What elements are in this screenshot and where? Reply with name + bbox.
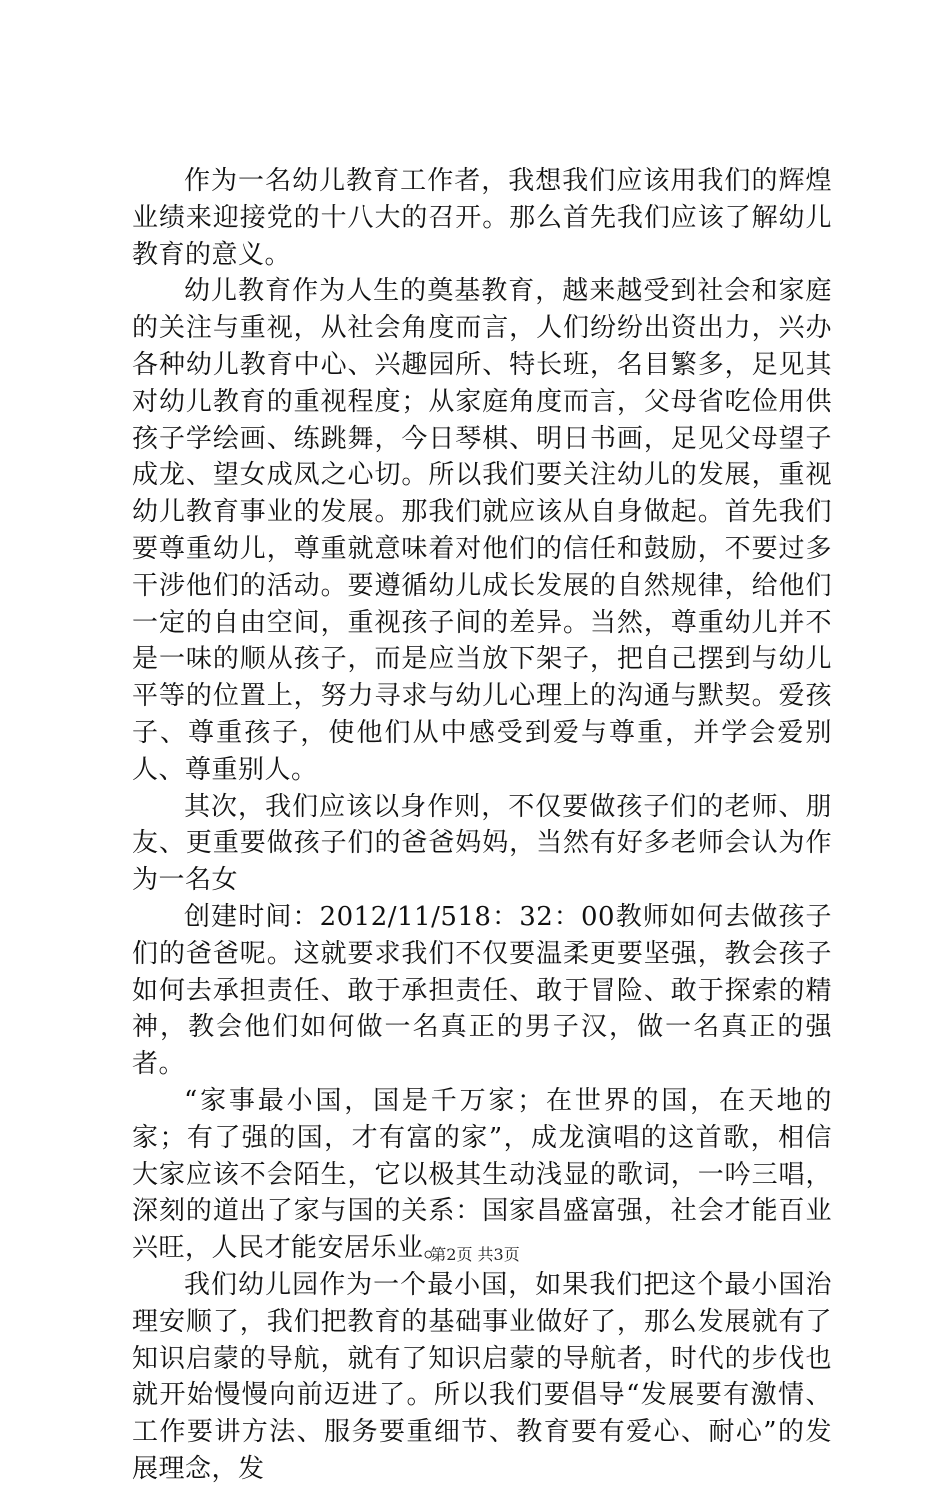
document-body xyxy=(132,163,832,1488)
paragraph-4: 创建时间：2012/11/518：32：00教师如何去做孩子们的爸爸呢。这就要求我们不仅要温柔更要坚强，教会孩子如何去承担责任、敢于承担责任、敢于冒险、敢于探索的精神，教会他们如何做一名真正的男子汉，做一名真正的强者。 xyxy=(132,901,832,1080)
paragraph-6: 我们幼儿园作为一个最小国，如果我们把这个最小国治理安顺了，我们把教育的基础事业做好了，那么发展就有了知识启蒙的导航，就有了知识启蒙的导航者，时代的步伐也就开始慢慢向前迈进了。所以我们要倡导“发展要有激情、工作要讲方法、服务要重细节、教育要有爱心、耐心”的发展理念，发 xyxy=(132,1269,832,1484)
page-footer: 第2页 共3页 xyxy=(430,1245,520,1264)
paragraph-2: 幼儿教育作为人生的奠基教育，越来越受到社会和家庭的关注与重视，从社会角度而言，人们纷纷出资出力，兴办各种幼儿教育中心、兴趣园所、特长班，名目繁多，足见其对幼儿教育的重视程度；从家庭角度而言，父母省吃俭用供孩子学绘画、练跳舞，今日琴棋、明日书画，足见父母望子成龙、望女成凤之心切。所以我们要关注幼儿的发展，重视幼儿教育事业的发展。那我们就应该从自身做起。首先我们要尊重幼儿，尊重就意味着对他们的信任和鼓励，不要过多干涉他们的活动。要遵循幼儿成长发展的自然规律，给他们一定的自由空间，重视孩子间的差异。当然，尊重幼儿并不是一味的顺从孩子，而是应当放下架子，把自己摆到与幼儿平等的位置上，努力寻求与幼儿心理上的沟通与默契。爱孩子、尊重孩子，使他们从中感受到爱与尊重，并学会爱别人、尊重别人。 xyxy=(132,276,832,785)
paragraph-5: “家事最小国，国是千万家；在世界的国，在天地的家；有了强的国，才有富的家”，成龙演唱的这首歌，相信大家应该不会陌生，它以极其生动浅显的歌词，一吟三唱，深刻的道出了家与国的关系：国家昌盛富强，社会才能百业兴旺，人民才能安居乐业。 xyxy=(132,1085,832,1264)
paragraph-3: 其次，我们应该以身作则，不仅要做孩子们的老师、朋友、更重要做孩子们的爸爸妈妈，当然有好多老师会认为作为一名女 xyxy=(132,791,832,896)
paragraph-1: 作为一名幼儿教育工作者，我想我们应该用我们的辉煌业绩来迎接党的十八大的召开。那么首先我们应该了解幼儿教育的意义。 xyxy=(132,166,832,270)
